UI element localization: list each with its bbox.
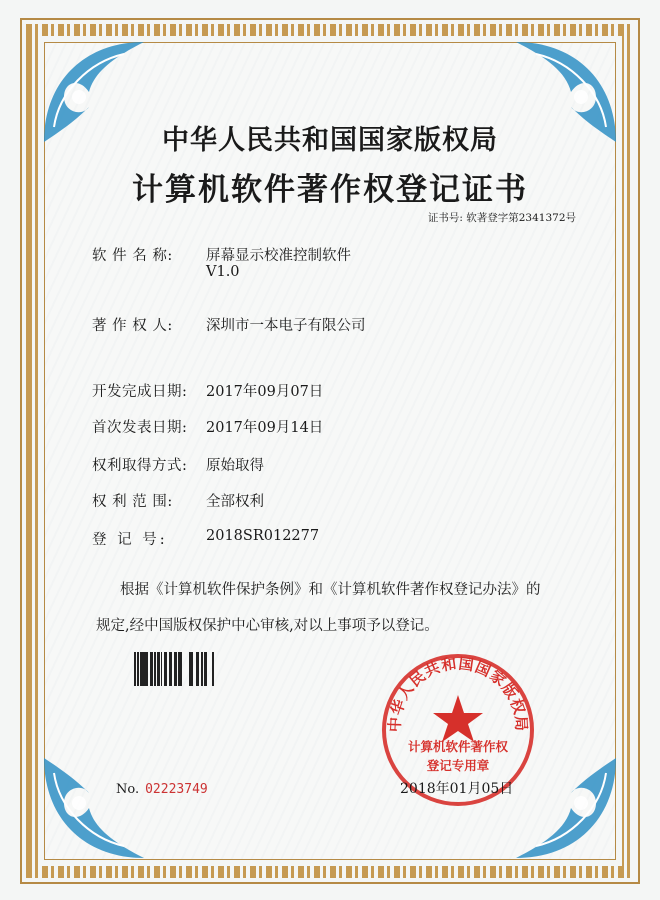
certificate-title: 计算机软件著作权登记证书 [132,172,528,208]
barcode-bar [174,652,176,686]
barcode-bar [213,652,214,686]
acquisition-method-value: 原始取得 [206,458,264,474]
statement-line-1: 根据《计算机软件保护条例》和《计算机软件著作权登记办法》的 [120,582,541,598]
barcode-bar [147,652,148,686]
barcode-bar [197,652,199,686]
qr-barcode-icon [133,652,215,686]
publish-date-value: 2017年09月14日 [206,420,324,436]
barcode-bar [134,652,135,686]
issuer-title: 中华人民共和国国家版权局 [162,125,498,156]
registration-number-label: 登 记 号: [92,532,168,548]
barcode-bar [206,652,207,686]
barcode-bar [135,652,136,686]
barcode-bar [161,652,162,686]
barcode-bar [179,652,180,686]
rights-scope-value: 全部权利 [206,494,264,510]
barcode-bar [142,652,143,686]
serial-number [116,782,208,797]
barcode-bar [212,652,213,686]
barcode-bar [145,652,147,686]
corner-ornament-icon [34,748,154,868]
barcode-bar [140,652,142,686]
certificate-number [428,210,576,225]
barcode-bar [171,652,172,686]
barcode-bar [192,652,193,686]
completion-date-value: 2017年09月07日 [206,384,324,400]
barcode-bar [154,652,156,686]
barcode-bar [178,652,179,686]
barcode-bar [157,652,158,686]
software-name-value: 屏幕显示校准控制软件 [206,248,351,264]
barcode-bar [201,652,203,686]
certificate-number-label: 证书号: [427,212,463,224]
seal-text-line-1: 计算机软件著作权 [407,739,508,754]
barcode-bar [158,652,160,686]
barcode-bar [189,652,191,686]
software-version-value: V1.0 [206,264,240,280]
barcode-bar [196,652,197,686]
serial-number-label: No. [116,782,140,797]
seal-ring-text: 中华人民共和国国家版权局 [385,654,531,733]
publish-date-label: 首次发表日期: [92,420,188,436]
completion-date-label: 开发完成日期: [92,384,188,400]
barcode-bar [191,652,192,686]
registration-number-value: 2018SR012277 [206,528,320,544]
copyright-owner-label: 著 作 权 人: [92,318,173,334]
statement-line-2: 规定,经中国版权保护中心审核,对以上事项予以登记。 [96,618,439,634]
software-name-label: 软 件 名 称: [92,248,173,264]
acquisition-method-label: 权利取得方式: [92,458,188,474]
certificate-number-value: 软著登字第2341372号 [466,212,576,224]
barcode-bar [169,652,170,686]
barcode-bar [170,652,171,686]
copyright-owner-value: 深圳市一本电子有限公司 [206,318,366,334]
barcode-bar [204,652,206,686]
serial-number-value: 02223749 [145,782,208,797]
barcode-bar [164,652,165,686]
rights-scope-label: 权 利 范 围: [92,494,173,510]
barcode-bar [176,652,177,686]
barcode-bar [143,652,145,686]
barcode-bar [151,652,153,686]
issue-date: 2018年01月05日 [400,781,514,797]
barcode-bar [180,652,182,686]
barcode-bar [150,652,151,686]
barcode-bar [165,652,167,686]
seal-text-line-2: 登记专用章 [426,758,490,773]
barcode-bar [137,652,139,686]
